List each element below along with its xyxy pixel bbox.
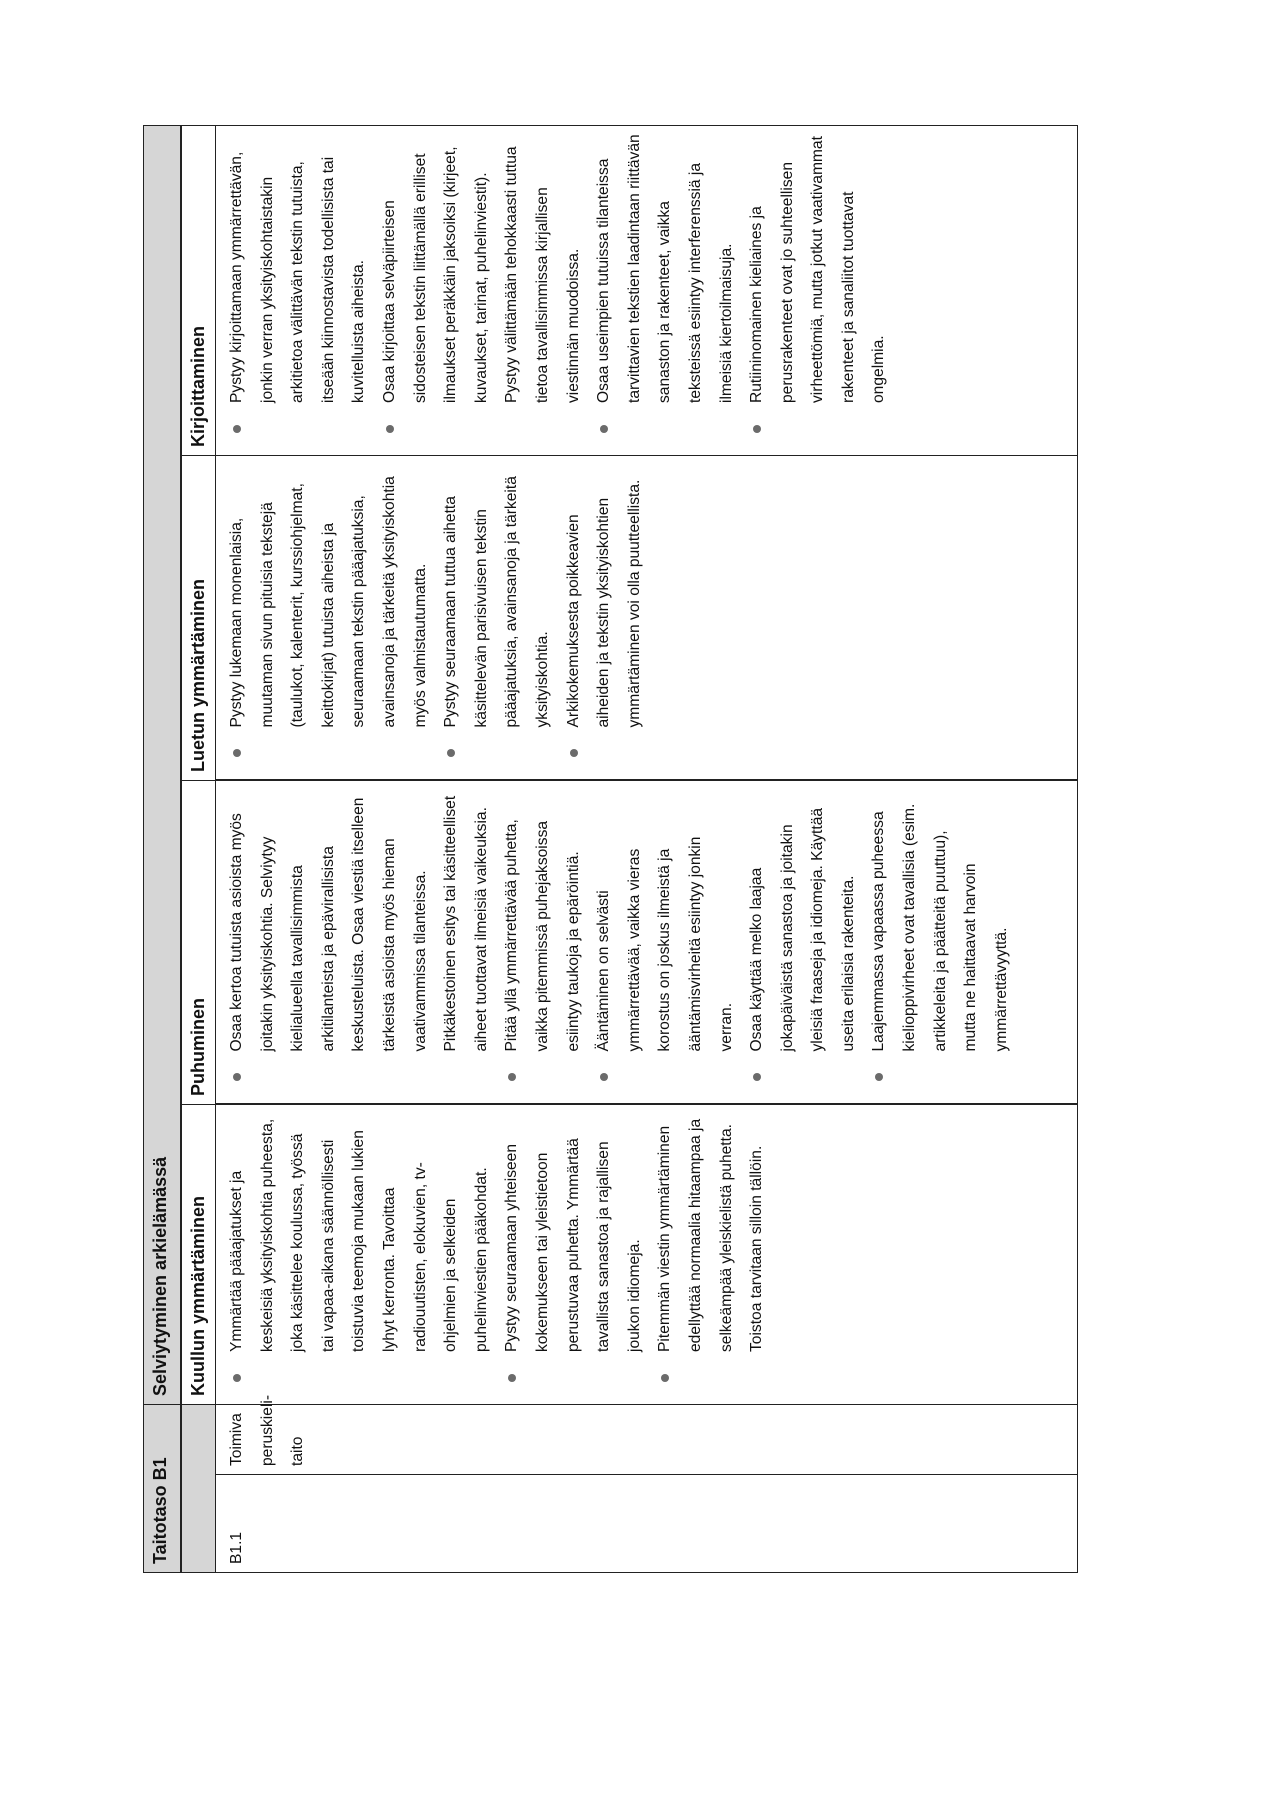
list-item: Arkikokemuksesta poikkeavien aiheiden ja tekstin yksityiskohtien ymmärtäminen voi olla puutteellista. xyxy=(559,464,651,772)
writing-list xyxy=(222,134,895,447)
rotated-page-content xyxy=(143,126,1078,1573)
bullet-icon xyxy=(233,1074,241,1082)
list-item: Osaa useimpien tutuissa tilanteissa tarvittavien tekstien laadintaan riittävän sanaston ja rakenteet, vaikka teksteissä esiintyy interferenssiä ja ilmeisiä kiertoilmaisuja. xyxy=(589,134,742,447)
skill-level-table xyxy=(143,125,1078,1573)
bullet-icon xyxy=(233,425,241,433)
level-name: Toimiva peruskieli-taito xyxy=(228,1394,307,1466)
bullet-icon xyxy=(570,750,578,758)
speaking-list xyxy=(222,790,1017,1096)
list-item: Pystyy seuraamaan tuttua aihetta käsittelevän parisivuisen tekstin pääajatuksia, avainsanoja ja tärkeitä yksityiskohtia. xyxy=(436,464,558,772)
list-item: Pitemmän viestin ymmärtäminen edellyttää normaalia hitaampaa ja selkeämpää yleiskielistä puhetta. Toistoa tarvitaan silloin tällöin. xyxy=(650,1114,772,1397)
speaking-cell xyxy=(216,781,1078,1105)
column-header-writing: Kirjoittaminen xyxy=(181,125,216,455)
group-header: Selviytyminen arkielämässä xyxy=(144,125,181,1404)
list-item: Ääntäminen on selvästi ymmärrettävää, vaikka vieras korostus on joskus ilmeistä ja ääntämisvirheitä esiintyy jonkin verran. xyxy=(589,790,742,1096)
list-item: Pystyy kirjoittamaan ymmärrettävän, jonkin verran yksityiskohtaistakin arkitietoa välittävän tekstin tutuista, itseään kiinnostavista todellisista tai kuvitelluista aiheista. xyxy=(222,134,375,447)
writing-cell xyxy=(216,125,1078,455)
bullet-icon xyxy=(447,750,455,758)
level-name-cell xyxy=(216,1394,1078,1475)
list-item: Ymmärtää pääajatukset ja keskeisiä yksityiskohtia puheesta, joka käsittelee koulussa, työssä tai vapaa-aikana säännöllisesti toistuvia teemoja mukaan lukien lyhyt kerronta. Tavoittaa radiouutisten, elokuvien, tv-ohjelmien ja selkeiden puhelinviestien pääkohdat. xyxy=(222,1114,497,1397)
list-item: Pystyy lukemaan monenlaisia, muutaman sivun pituisia tekstejä (taulukot, kalenterit, kurssiohjelmat, keittokirjat) tutuista aiheista ja seuraamaan tekstin pääajatuksia, avainsanoja ja tärkeitä yksityiskohtia myös valmistautumatta. xyxy=(222,464,436,772)
list-item: Osaa käyttää melko laajaa jokapäiväistä sanastoa ja joitakin yleisiä fraaseja ja idiomeja. Käyttää useita erilaisia rakenteita. xyxy=(742,790,864,1096)
bullet-icon xyxy=(233,750,241,758)
list-item: Osaa kirjoittaa selväpiirteisen sidosteisen tekstin liittämällä erilliset ilmaukset peräkkäin jaksoiksi (kirjeet, kuvaukset, tarinat, puhelinviestit). Pystyy välittämään tehokkaasti tuttua tietoa tavallisimmissa kirjallisen viestinnän muodoissa. xyxy=(375,134,589,447)
bullet-icon xyxy=(661,1374,669,1382)
level-header: Taitotaso B1 xyxy=(144,1405,181,1573)
bullet-icon xyxy=(875,1074,883,1082)
list-item: Pitää yllä ymmärrettävää puhetta, vaikka pitemmissä puhejaksoissa esiintyy taukoja ja epäröintiä. xyxy=(497,790,589,1096)
bullet-icon xyxy=(753,1074,761,1082)
column-header-reading: Luetun ymmärtäminen xyxy=(181,456,216,781)
empty-header-cell xyxy=(181,1405,216,1573)
column-header-listening: Kuullun ymmärtäminen xyxy=(181,1105,216,1405)
bullet-icon xyxy=(386,425,394,433)
column-header-speaking: Puhuminen xyxy=(181,781,216,1105)
listening-cell xyxy=(216,1105,1078,1405)
bullet-icon xyxy=(753,425,761,433)
bullet-icon xyxy=(233,1374,241,1382)
listening-list xyxy=(222,1114,773,1397)
bullet-icon xyxy=(508,1374,516,1382)
bullet-icon xyxy=(600,425,608,433)
list-item: Rutiininomainen kieliaines ja perusrakenteet ovat jo suhteellisen virheettömiä, mutta jotkut vaativammat rakenteet ja sanaliitot tuottavat ongelmia. xyxy=(742,134,895,447)
reading-list xyxy=(222,464,650,772)
reading-cell xyxy=(216,456,1078,781)
bullet-icon xyxy=(508,1074,516,1082)
list-item: Pystyy seuraamaan yhteiseen kokemukseen tai yleistietoon perustuvaa puhetta. Ymmärtää tavallista sanastoa ja rajallisen joukon idiomeja. xyxy=(497,1114,650,1397)
level-code: B1.1 xyxy=(228,1531,245,1564)
level-code-cell xyxy=(216,1475,1078,1573)
list-item: Laajemmassa vapaassa puheessa kielioppivirheet ovat tavallisia (esim. artikkeleita ja päätteitä puuttuu), mutta ne haittaavat harvoin ymmärrettävyyttä. xyxy=(864,790,1017,1096)
list-item: Osaa kertoa tutuista asioista myös joitakin yksityiskohtia. Selviytyy kielialueella tavallisimmista arkitilanteista ja epävirallisista keskusteluista. Osaa viestiä itselleen tärkeistä asioista myös hieman vaativammissa tilanteissa. Pitkäkestoinen esitys tai käsitteelliset aiheet tuottavat ilmeisiä vaikeuksia. xyxy=(222,790,497,1096)
bullet-icon xyxy=(600,1074,608,1082)
